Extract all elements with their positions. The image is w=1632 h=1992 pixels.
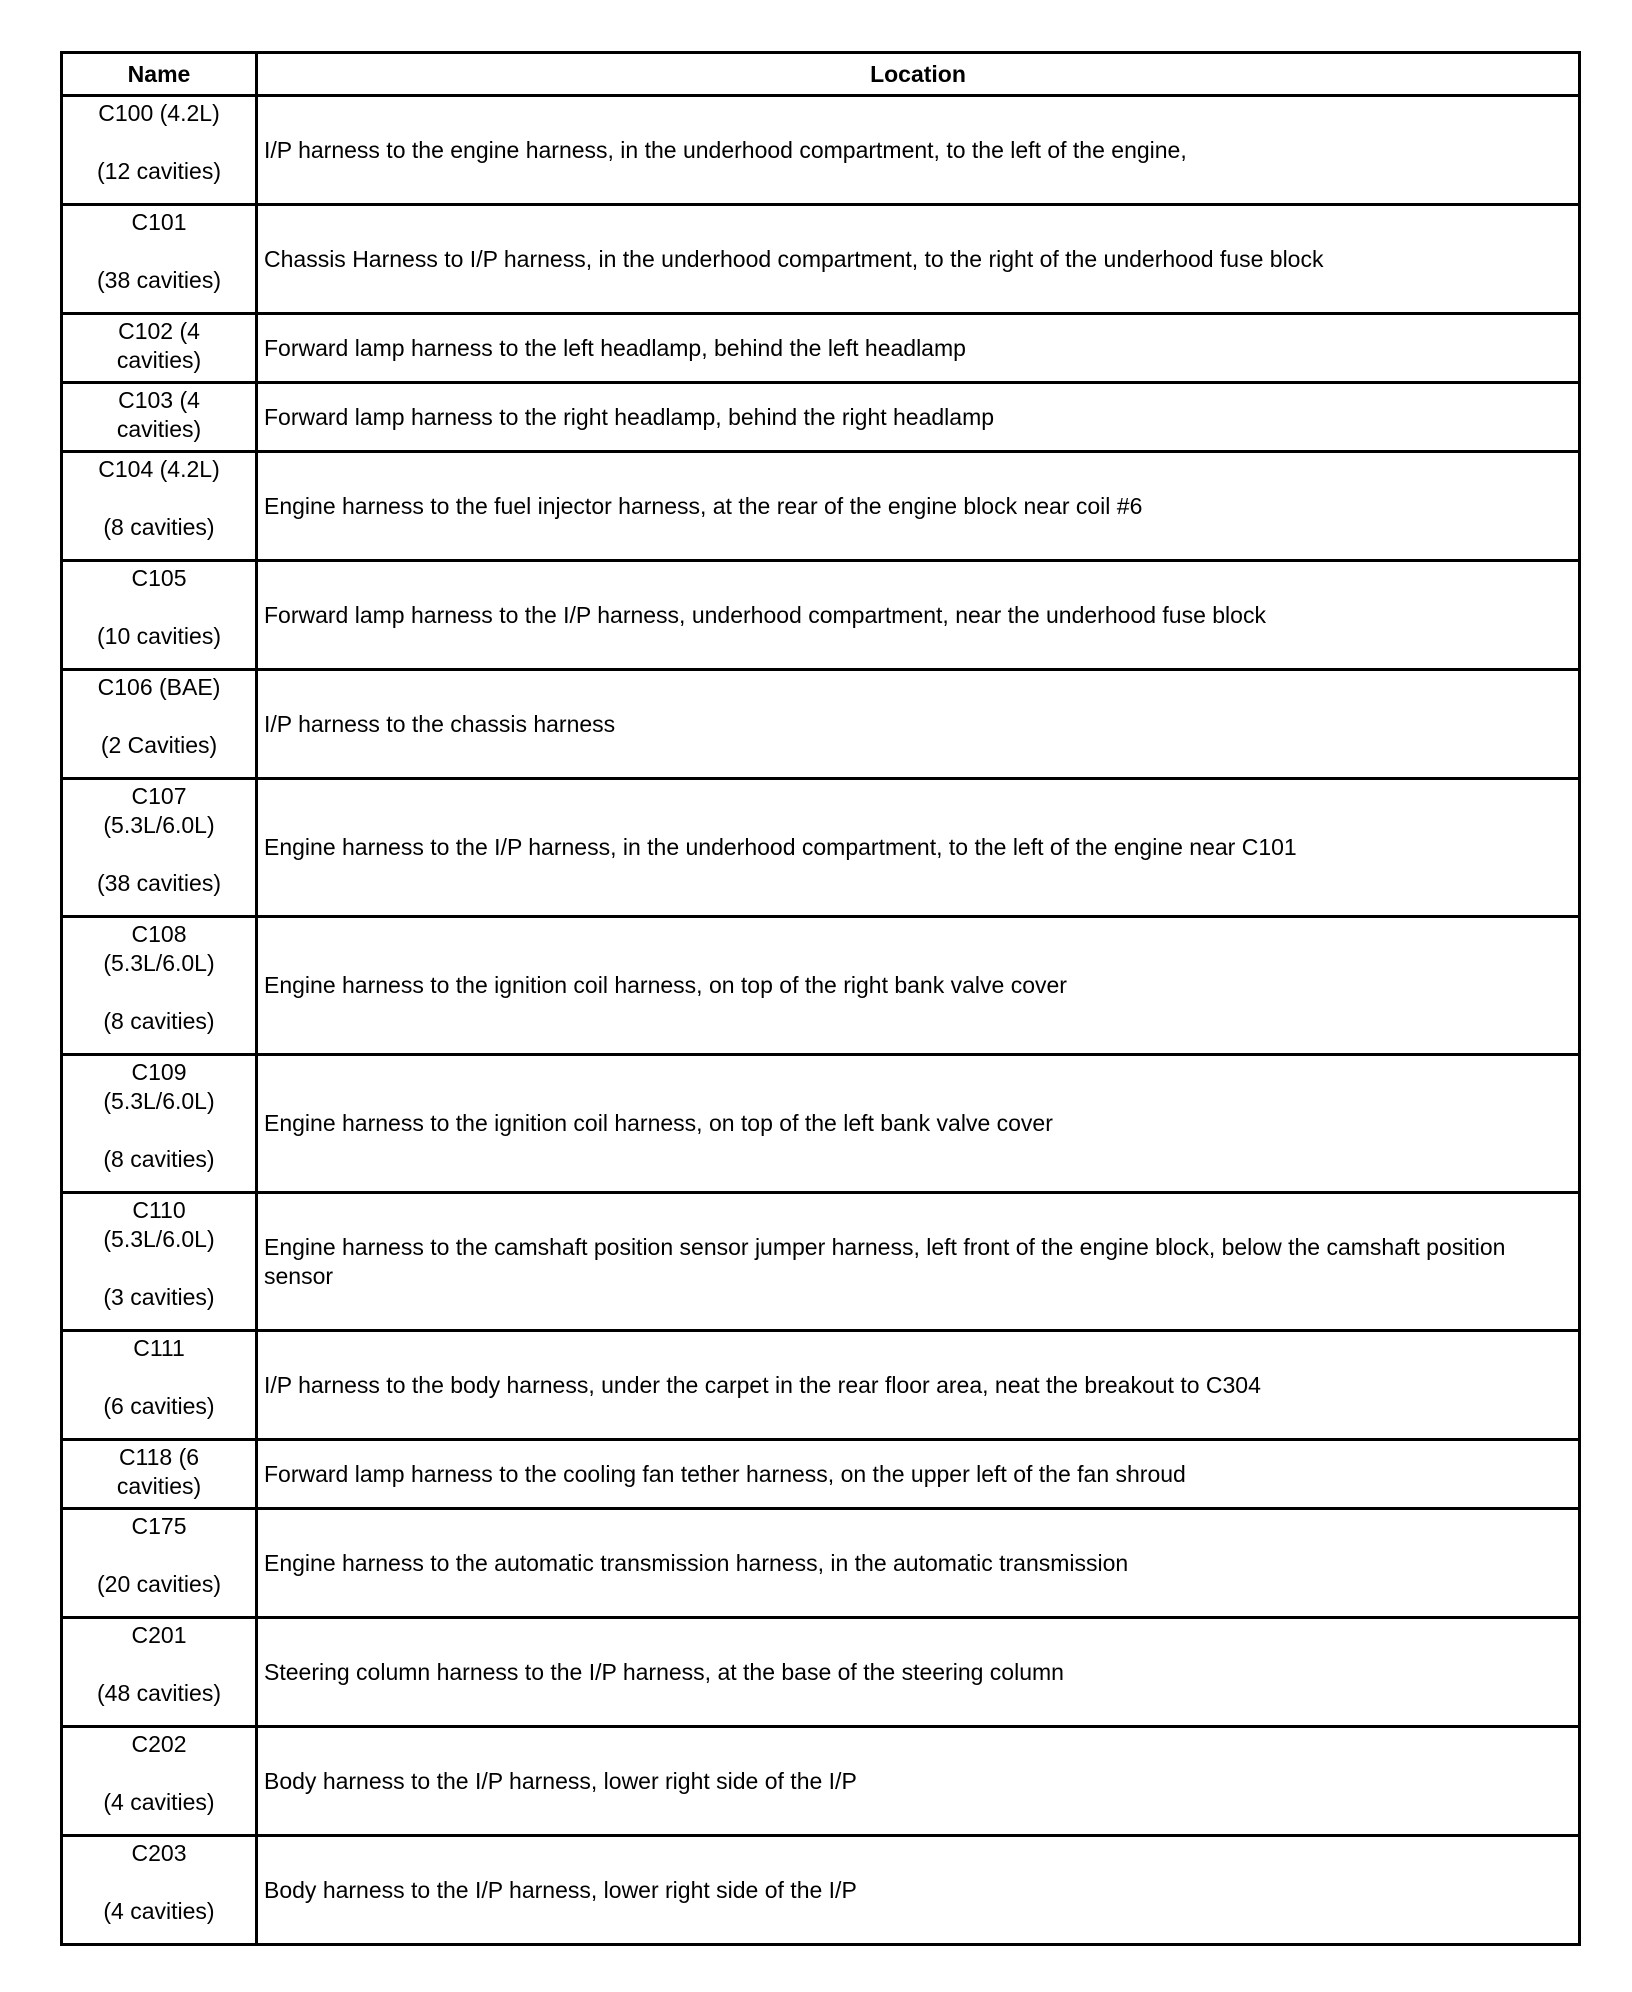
- connector-id: C202: [131, 1731, 187, 1757]
- connector-location: Forward lamp harness to the right headlamp, behind the right headlamp: [257, 383, 1580, 452]
- table-row: [62, 561, 1580, 670]
- engine-variant: (5.3L/6.0L): [103, 1088, 215, 1114]
- connector-name: [62, 1727, 257, 1836]
- connector-id: C105: [131, 565, 187, 591]
- connector-location: Engine harness to the ignition coil harness, on top of the right bank valve cover: [257, 917, 1580, 1055]
- connector-location: Chassis Harness to I/P harness, in the underhood compartment, to the right of the underhood fuse block: [257, 205, 1580, 314]
- table-row: [62, 314, 1580, 383]
- cavity-count: (48 cavities): [97, 1680, 221, 1706]
- connector-id: C101: [131, 209, 187, 235]
- connector-name: [62, 779, 257, 917]
- connector-name: [62, 1836, 257, 1945]
- cavity-count: (8 cavities): [103, 1146, 215, 1172]
- connector-id: C118 (6: [118, 1444, 200, 1470]
- table-row: [62, 1440, 1580, 1509]
- connector-name: [62, 917, 257, 1055]
- header-name: Name: [62, 53, 257, 96]
- cavity-count: (4 cavities): [103, 1898, 215, 1924]
- connector-name: [62, 205, 257, 314]
- cavity-count: (8 cavities): [103, 514, 215, 540]
- table-row: [62, 1618, 1580, 1727]
- connector-location: Body harness to the I/P harness, lower right side of the I/P: [257, 1727, 1580, 1836]
- connector-id: C108: [131, 921, 187, 947]
- engine-variant: (5.3L/6.0L): [103, 812, 215, 838]
- connector-id: C107: [131, 783, 187, 809]
- connector-name: [62, 1055, 257, 1193]
- table-row: [62, 917, 1580, 1055]
- connector-name: [62, 1440, 257, 1509]
- table-row: [62, 670, 1580, 779]
- connector-name: [62, 561, 257, 670]
- cavity-count: (3 cavities): [103, 1284, 215, 1310]
- table-row: [62, 1727, 1580, 1836]
- cavity-count: (2 Cavities): [100, 732, 218, 758]
- cavity-count: cavities): [116, 416, 202, 442]
- table-row: [62, 1331, 1580, 1440]
- connector-id: C203: [131, 1840, 187, 1866]
- engine-variant: (5.3L/6.0L): [103, 1226, 215, 1252]
- connector-location: Forward lamp harness to the cooling fan tether harness, on the upper left of the fan shroud: [257, 1440, 1580, 1509]
- cavity-count: (20 cavities): [97, 1571, 221, 1597]
- connector-location: I/P harness to the engine harness, in the underhood compartment, to the left of the engine,: [257, 96, 1580, 205]
- cavity-count: cavities): [116, 1473, 202, 1499]
- table-row: [62, 205, 1580, 314]
- table-row: [62, 452, 1580, 561]
- connector-location: Engine harness to the fuel injector harness, at the rear of the engine block near coil #6: [257, 452, 1580, 561]
- connector-name: [62, 383, 257, 452]
- connector-name: [62, 96, 257, 205]
- connector-location: Engine harness to the automatic transmission harness, in the automatic transmission: [257, 1509, 1580, 1618]
- connector-location: Engine harness to the ignition coil harness, on top of the left bank valve cover: [257, 1055, 1580, 1193]
- connector-location: Engine harness to the I/P harness, in the underhood compartment, to the left of the engine near C101: [257, 779, 1580, 917]
- table-row: [62, 779, 1580, 917]
- cavity-count: (8 cavities): [103, 1008, 215, 1034]
- table-row: [62, 383, 1580, 452]
- connector-location: Forward lamp harness to the left headlamp, behind the left headlamp: [257, 314, 1580, 383]
- cavity-count: cavities): [116, 347, 202, 373]
- connector-location: I/P harness to the body harness, under the carpet in the rear floor area, neat the breakout to C304: [257, 1331, 1580, 1440]
- connector-id: C100 (4.2L): [98, 100, 220, 126]
- table-row: [62, 1055, 1580, 1193]
- connector-location: Body harness to the I/P harness, lower right side of the I/P: [257, 1836, 1580, 1945]
- connector-location: Engine harness to the camshaft position sensor jumper harness, left front of the engine block, below the camshaft position sensor: [257, 1193, 1580, 1331]
- connector-id: C201: [131, 1622, 187, 1648]
- header-location: Location: [257, 53, 1580, 96]
- connector-id: C103 (4: [118, 387, 200, 413]
- connector-id: C102 (4: [118, 318, 200, 344]
- header-row: [62, 53, 1580, 96]
- cavity-count: (12 cavities): [97, 158, 221, 184]
- connector-id: C106 (BAE): [97, 674, 221, 700]
- connector-name: [62, 1509, 257, 1618]
- cavity-count: (4 cavities): [103, 1789, 215, 1815]
- connector-location: Forward lamp harness to the I/P harness, underhood compartment, near the underhood fuse block: [257, 561, 1580, 670]
- table-row: [62, 1836, 1580, 1945]
- connector-id: C111: [133, 1335, 185, 1361]
- connector-id: C175: [131, 1513, 187, 1539]
- table-row: [62, 1509, 1580, 1618]
- connector-name: [62, 314, 257, 383]
- cavity-count: (6 cavities): [103, 1393, 215, 1419]
- cavity-count: (38 cavities): [97, 870, 221, 896]
- cavity-count: (38 cavities): [97, 267, 221, 293]
- connector-name: [62, 1193, 257, 1331]
- connector-name: [62, 452, 257, 561]
- connector-id: C110: [132, 1197, 186, 1223]
- cavity-count: (10 cavities): [97, 623, 221, 649]
- connector-name: [62, 1331, 257, 1440]
- connector-location: I/P harness to the chassis harness: [257, 670, 1580, 779]
- engine-variant: (5.3L/6.0L): [103, 950, 215, 976]
- table-row: [62, 1193, 1580, 1331]
- connector-name: [62, 670, 257, 779]
- connector-location-table: [60, 51, 1581, 1946]
- connector-id: C104 (4.2L): [98, 456, 220, 482]
- table-row: [62, 96, 1580, 205]
- connector-id: C109: [131, 1059, 187, 1085]
- connector-name: [62, 1618, 257, 1727]
- connector-location: Steering column harness to the I/P harness, at the base of the steering column: [257, 1618, 1580, 1727]
